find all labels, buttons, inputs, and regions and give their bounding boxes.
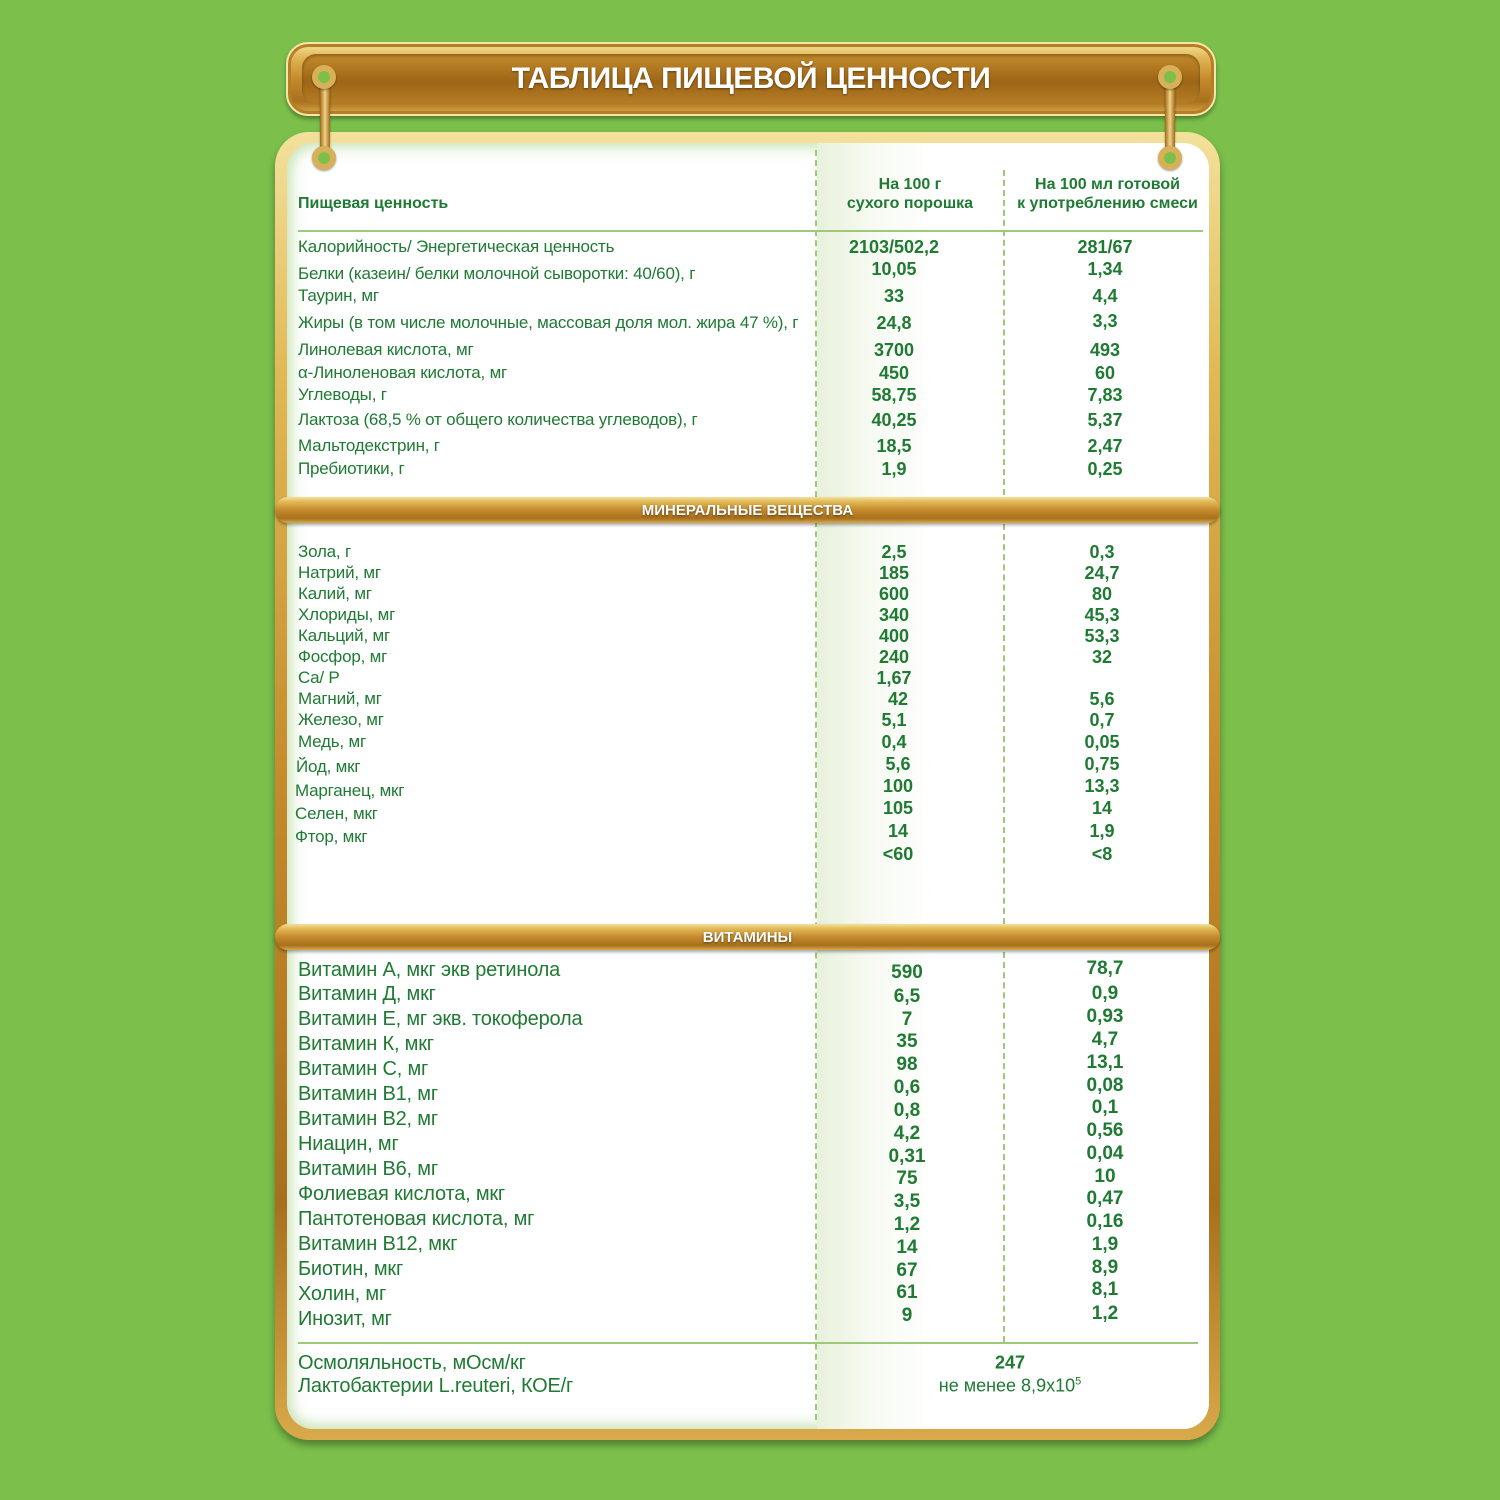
vitamin-value-per-100g: 14 [896,1237,918,1258]
vitamin-value-per-100g: 35 [896,1031,918,1052]
mineral-value-per-100ml: 24,7 [1084,563,1120,583]
vitamin-name: Холин, мг [298,1283,387,1305]
minerals-section-title: МИНЕРАЛЬНЫЕ ВЕЩЕСТВА [641,501,854,519]
mineral-name: Фтор, мкг [295,827,368,846]
mineral-name: Калий, мг [298,584,372,603]
bacteria-exponent: 5 [1075,1375,1082,1388]
vitamin-value-per-100g: 0,31 [888,1146,926,1167]
vitamin-value-per-100g: 4,2 [893,1123,921,1144]
header-per-100g [815,175,1005,213]
mineral-name: Фосфор, мг [298,647,388,666]
value-per-100g: 3700 [873,340,915,360]
vitamin-name: Витамин А, мкг экв ретинола [298,959,561,981]
mineral-value-per-100g: <60 [882,844,914,864]
mineral-value-per-100ml: 0,05 [1084,732,1120,752]
vitamin-name: Витамин В2, мг [298,1108,438,1130]
vitamin-value-per-100ml: 13,1 [1086,1052,1124,1073]
vitamin-value-per-100ml: 10 [1094,1166,1116,1187]
mineral-value-per-100g: 105 [882,798,914,818]
mineral-name: Кальций, мг [298,626,390,645]
value-per-100ml: 5,37 [1087,410,1123,430]
vitamin-name: Витамин В1, мг [298,1083,438,1105]
nutrient-name: Лактоза (68,5 % от общего количества углеводов), г [298,410,698,429]
header-per-100ml-line1: На 100 мл готовой [1035,176,1180,193]
nutrient-name: Углеводы, г [298,385,387,404]
vitamins-section-bar [275,924,1220,950]
left-bottom-ring-icon [312,146,336,170]
mineral-value-per-100g: 100 [882,776,914,796]
mineral-value-per-100g: 14 [887,821,909,841]
mineral-value-per-100g: 42 [887,689,909,709]
mineral-value-per-100ml: 0,75 [1084,754,1120,774]
right-top-ring-icon [1158,65,1182,89]
header-per-100ml-line2: к употреблению смеси [1017,195,1198,212]
vitamin-value-per-100g: 6,5 [893,986,921,1007]
vitamin-name: Фолиевая кислота, мкг [298,1183,506,1205]
vitamin-name: Витамин Д, мкг [298,983,436,1005]
nutrient-name: Калорийность/ Энергетическая ценность [298,237,615,256]
nutrient-name: Пребиотики, г [298,459,405,478]
vitamin-name: Витамин Е, мг экв. токоферола [298,1008,583,1030]
mineral-value-per-100g: 0,4 [881,732,907,752]
column-divider-right-2 [1003,524,1005,924]
mineral-value-per-100g: 340 [878,605,910,625]
vitamins-section-title: ВИТАМИНЫ [702,928,793,946]
nutrient-name: Мальтодекстрин, г [298,436,440,455]
vitamin-value-per-100ml: 0,93 [1086,1006,1124,1027]
bacteria-value [820,1376,1200,1397]
value-per-100g: 33 [883,286,905,306]
mineral-name: Железо, мг [298,710,384,729]
vitamin-value-per-100g: 7 [901,1009,913,1030]
vitamin-value-per-100g: 67 [896,1260,918,1281]
mineral-value-per-100ml: <8 [1091,844,1113,864]
value-per-100g: 40,25 [871,410,917,430]
value-per-100ml: 3,3 [1092,311,1118,331]
mineral-name: Ca/ P [298,668,340,687]
vitamin-value-per-100g: 61 [896,1282,918,1303]
mineral-value-per-100ml: 53,3 [1084,626,1120,646]
bacteria-label: Лактобактерии L.reuteri, КОЕ/г [298,1375,574,1397]
mineral-value-per-100g: 2,5 [881,542,907,562]
nutrient-name: α-Линоленовая кислота, мг [298,363,508,382]
value-per-100ml: 60 [1094,363,1116,383]
vitamin-value-per-100g: 75 [896,1168,918,1189]
mineral-value-per-100g: 600 [878,584,910,604]
title-banner [286,42,1216,116]
vitamin-value-per-100ml: 4,7 [1091,1029,1119,1050]
value-per-100ml: 0,25 [1087,459,1123,479]
vitamin-value-per-100ml: 8,9 [1091,1257,1119,1278]
mineral-value-per-100ml: 0,7 [1089,710,1115,730]
mineral-value-per-100g: 5,6 [885,754,911,774]
mineral-value-per-100g: 185 [878,563,910,583]
value-per-100ml: 2,47 [1087,436,1123,456]
mineral-value-per-100g: 5,1 [881,710,907,730]
vitamin-name: Пантотеновая кислота, мг [298,1208,535,1230]
value-per-100g: 18,5 [876,436,912,456]
minerals-section-bar [275,497,1220,523]
vitamin-name: Инозит, мг [298,1308,392,1330]
bacteria-value-text: не менее 8,9x10 [938,1375,1076,1396]
summary-rule [298,1342,1198,1344]
value-per-100g: 450 [878,363,910,383]
vitamin-value-per-100g: 0,8 [893,1100,921,1121]
osmolality-value: 247 [994,1352,1026,1373]
mineral-name: Магний, мг [298,689,382,708]
vitamin-value-per-100ml: 0,47 [1086,1188,1124,1209]
value-per-100g: 10,05 [871,259,917,279]
value-per-100ml: 1,34 [1087,259,1123,279]
nutrient-name: Жиры (в том числе молочные, массовая доля мол. жира 47 %), г [298,313,799,332]
vitamin-name: Витамин В6, мг [298,1158,438,1180]
mineral-value-per-100g: 400 [878,626,910,646]
header-per-100ml [1005,175,1210,213]
vitamin-value-per-100ml: 1,9 [1091,1234,1119,1255]
vitamin-value-per-100ml: 0,16 [1086,1211,1124,1232]
value-per-100g: 24,8 [876,313,912,333]
left-top-ring-icon [312,65,336,89]
mineral-name: Медь, мг [298,732,366,751]
mineral-value-per-100ml: 1,9 [1089,821,1115,841]
header-rule [298,230,1203,232]
vitamin-name: Витамин В12, мкг [298,1233,458,1255]
mineral-name: Марганец, мкг [295,781,405,800]
mineral-value-per-100ml: 80 [1091,584,1113,604]
mineral-name: Зола, г [298,542,351,561]
mineral-value-per-100ml: 13,3 [1084,776,1120,796]
column-divider-right-1 [1003,170,1005,495]
vitamin-value-per-100g: 98 [896,1054,918,1075]
value-per-100g: 58,75 [871,385,917,405]
nutrient-name: Линолевая кислота, мг [298,340,474,359]
right-bottom-ring-icon [1158,146,1182,170]
vitamin-value-per-100ml: 0,04 [1086,1143,1124,1164]
nutrient-name: Белки (казеин/ белки молочной сыворотки: 40/60), г [298,264,696,283]
vitamin-name: Ниацин, мг [298,1133,399,1155]
vitamin-value-per-100ml: 0,08 [1086,1075,1124,1096]
value-per-100ml: 281/67 [1077,237,1133,257]
vitamin-value-per-100ml: 0,1 [1091,1097,1119,1118]
mineral-value-per-100ml: 0,3 [1089,542,1115,562]
mineral-name: Хлориды, мг [298,605,396,624]
mineral-value-per-100g: 1,67 [876,668,912,688]
mineral-value-per-100ml: 5,6 [1089,689,1115,709]
mineral-value-per-100ml: 32 [1091,647,1113,667]
vitamin-value-per-100g: 590 [891,962,923,983]
mineral-name: Йод, мкг [296,757,361,776]
mineral-name: Натрий, мг [298,563,381,582]
vitamin-name: Витамин К, мкг [298,1033,434,1055]
vitamin-value-per-100g: 0,6 [893,1077,921,1098]
osmolality-label: Осмоляльность, мОсм/кг [298,1352,526,1374]
value-per-100ml: 4,4 [1092,286,1118,306]
mineral-name: Селен, мкг [295,804,378,823]
vitamin-value-per-100ml: 8,1 [1091,1279,1119,1300]
vitamin-value-per-100ml: 1,2 [1091,1303,1119,1324]
column-divider-right-3 [1003,952,1005,1342]
vitamin-value-per-100g: 3,5 [893,1191,921,1212]
value-per-100g: 1,9 [881,459,907,479]
vitamin-name: Витамин С, мг [298,1058,429,1080]
header-name-column: Пищевая ценность [298,195,449,212]
vitamin-name: Биотин, мкг [298,1258,404,1280]
vitamin-value-per-100g: 1,2 [893,1214,921,1235]
vitamin-value-per-100ml: 0,56 [1086,1120,1124,1141]
value-per-100g: 2103/502,2 [848,237,940,257]
header-per-100g-line1: На 100 г [878,176,942,193]
vitamin-value-per-100ml: 78,7 [1086,958,1124,979]
nutrient-name: Таурин, мг [298,286,379,305]
value-per-100ml: 7,83 [1087,385,1123,405]
vitamin-value-per-100g: 9 [901,1305,913,1326]
mineral-value-per-100ml: 14 [1091,798,1113,818]
value-per-100ml: 493 [1089,340,1121,360]
vitamin-value-per-100ml: 0,9 [1091,983,1119,1004]
mineral-value-per-100ml: 45,3 [1084,605,1120,625]
page-title: ТАБЛИЦА ПИЩЕВОЙ ЦЕННОСТИ [511,62,991,95]
header-per-100g-line2: сухого порошка [846,195,974,212]
mineral-value-per-100g: 240 [878,647,910,667]
